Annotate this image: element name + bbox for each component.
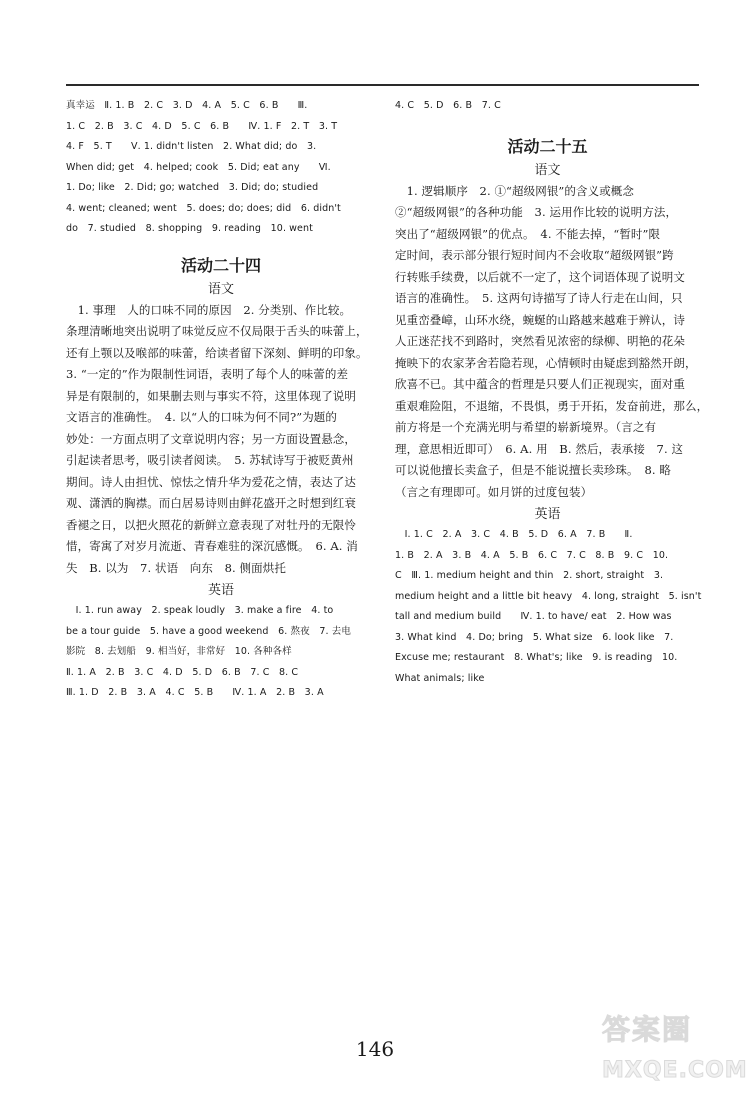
answer-line: （言之有理即可。如月饼的过度包装） (395, 484, 593, 499)
answer-line: medium height and a little bit heavy 4. long, straight 5. isn't (395, 590, 702, 602)
answer-line: Ⅲ. 1. D 2. B 3. A 4. C 5. B Ⅳ. 1. A 2. B 3. A (66, 687, 324, 698)
answer-line: ②“超级网银”的各种功能 3. 运用作比较的说明方法， (395, 205, 678, 219)
answer-line: 语言的准确性。 5. 这两句诗描写了诗人行走在山间，只 (395, 291, 683, 305)
chinese-subheading: 语文 (207, 281, 234, 297)
answer-line: 突出了“超级网银”的优点。 4. 不能去掉，“暂时”限 (395, 226, 661, 241)
answer-line: 失 B. 以为 7. 状语 向东 8. 侧面烘托 (66, 560, 286, 575)
answer-line: Excuse me; restaurant 8. What's; like 9. is reading 10. (395, 652, 678, 663)
answer-line: 条理清晰地突出说明了味觉反应不仅局限于舌头的味蕾上， (66, 324, 368, 338)
answer-line: 期间。诗人由担忧、惊怯之情升华为爱花之情，表达了达 (66, 474, 356, 489)
answer-line: 见重峦叠嶂，山环水绕，蜿蜒的山路越来越难于辨认，诗 (395, 312, 685, 327)
page-number: 146 (355, 1037, 395, 1061)
answer-line: 惜，寄寓了对岁月流逝、青春难驻的深沉感慨。 6. A. 消 (66, 539, 358, 553)
section-title-activity-25: 活动二十五 (507, 136, 588, 156)
english-answers (66, 601, 376, 704)
answer-line: 3. “一定的”作为限制性词语，表明了每个人的味蕾的差 (66, 367, 349, 381)
answer-line: do 7. studied 8. shopping 9. reading 10. went (66, 223, 313, 234)
answer-line: 1. B 2. A 3. B 4. A 5. B 6. C 7. C 8. B 9. C 10. (395, 549, 669, 561)
answer-line: 可以说他擅长卖盒子，但是不能说擅长卖珍珠。 8. 略 (395, 463, 671, 477)
left-top-answers (66, 96, 376, 240)
answer-line: What animals; like (395, 672, 485, 684)
chinese-answers (66, 300, 376, 580)
answer-line: 还有上颚以及喉部的味蕾，给读者留下深刻、鲜明的印象。 (66, 345, 368, 360)
answer-line: 重艰难险阻，不退缩，不畏惧，勇于开拓，发奋前进，那么， (395, 398, 709, 413)
chinese-answers (395, 181, 709, 504)
english-subheading: 英语 (207, 583, 234, 598)
answer-line: Ⅱ. 1. A 2. B 3. C 4. D 5. D 6. B 7. C 8. C (66, 666, 299, 678)
answer-line: 4. went; cleaned; went 5. does; do; does; did 6. didn't (66, 202, 341, 214)
chinese-subheading: 语文 (534, 162, 561, 178)
english-subheading: 英语 (534, 507, 561, 522)
answer-line: 香褪之日，以把火照花的新鲜立意表现了对牡丹的无限怜 (66, 517, 356, 532)
header-rule (66, 84, 699, 86)
right-top-answers (395, 96, 700, 117)
answer-line: 妙处：一方面点明了文章说明内容；另一方面设置悬念， (66, 431, 356, 446)
answer-line: 1. 事理 人的口味不同的原因 2. 分类别、作比较。 (66, 302, 352, 317)
answer-line: 行转账手续费，以后就不一定了，这个词语体现了说明文 (395, 269, 685, 284)
answer-line: 真幸运 Ⅱ. 1. B 2. C 3. D 4. A 5. C 6. B Ⅲ. (66, 100, 308, 111)
answer-line: be a tour guide 5. have a good weekend 6. 熬夜 7. 去电 (66, 625, 351, 637)
answer-line: 异是有限制的，如果删去则与事实不符，这里体现了说明 (66, 388, 356, 403)
watermark-text-url: MXQE.COM (602, 1058, 748, 1083)
answer-line: 1. Do; like 2. Did; go; watched 3. Did; do; studied (66, 182, 319, 193)
answer-line: Ⅰ. 1. run away 2. speak loudly 3. make a fire 4. to (66, 605, 334, 616)
watermark-text-chinese: 答案圈 (602, 1013, 693, 1046)
answer-line: 前方将是一个充满光明与希望的崭新境界。（言之有 (395, 420, 657, 434)
answer-line: 1. C 2. B 3. C 4. D 5. C 6. B Ⅳ. 1. F 2. T 3. T (66, 120, 338, 132)
answer-line: 4. C 5. D 6. B 7. C (395, 100, 501, 111)
english-answers (395, 525, 700, 689)
answer-line: 4. F 5. T Ⅴ. 1. didn't listen 2. What did; do 3. (66, 141, 317, 152)
answer-line: 影院 8. 去划船 9. 相当好，非常好 10. 各种各样 (66, 646, 292, 657)
watermark-logo (592, 1006, 748, 1096)
answer-line: 3. What kind 4. Do; bring 5. What size 6. look like 7. (395, 631, 674, 643)
answer-line: 1. 逻辑顺序 2. ①“超级网银”的含义或概念 (395, 183, 635, 198)
section-title-activity-24: 活动二十四 (180, 255, 261, 275)
answer-line: 观、潇洒的胸襟。而白居易诗则由鲜花盛开之时想到红衰 (66, 496, 356, 510)
answer-line: 人正迷茫找不到路时，突然看见浓密的绿柳、明艳的花朵 (395, 334, 685, 348)
answer-line: C Ⅲ. 1. medium height and thin 2. short, straight 3. (395, 570, 664, 581)
answer-line: 文语言的准确性。 4. 以“人的口味为何不同?”为题的 (66, 410, 337, 424)
answer-line: When did; get 4. helped; cook 5. Did; eat any Ⅵ. (66, 161, 331, 173)
answer-line: 定时间，表示部分银行短时间内不会收取“超级网银”跨 (395, 248, 674, 262)
answer-line: 掩映下的农家茅舍若隐若现，心情顿时由疑虑到豁然开朗， (395, 355, 697, 370)
left-column (66, 96, 376, 704)
answer-line: tall and medium build Ⅳ. 1. to have/ eat 2. How was (395, 611, 672, 622)
answer-line: 引起读者思考，吸引读者阅读。 5. 苏轼诗写于被贬黄州 (66, 453, 354, 467)
answer-line: 欣喜不已。其中蕴含的哲理是只要人们正视现实，面对重 (395, 377, 685, 391)
answer-line: Ⅰ. 1. C 2. A 3. C 4. B 5. D 6. A 7. B Ⅱ. (395, 529, 633, 540)
right-column (395, 96, 709, 689)
answer-line: 理，意思相近即可） 6. A. 用 B. 然后，表承接 7. 这 (395, 441, 684, 456)
